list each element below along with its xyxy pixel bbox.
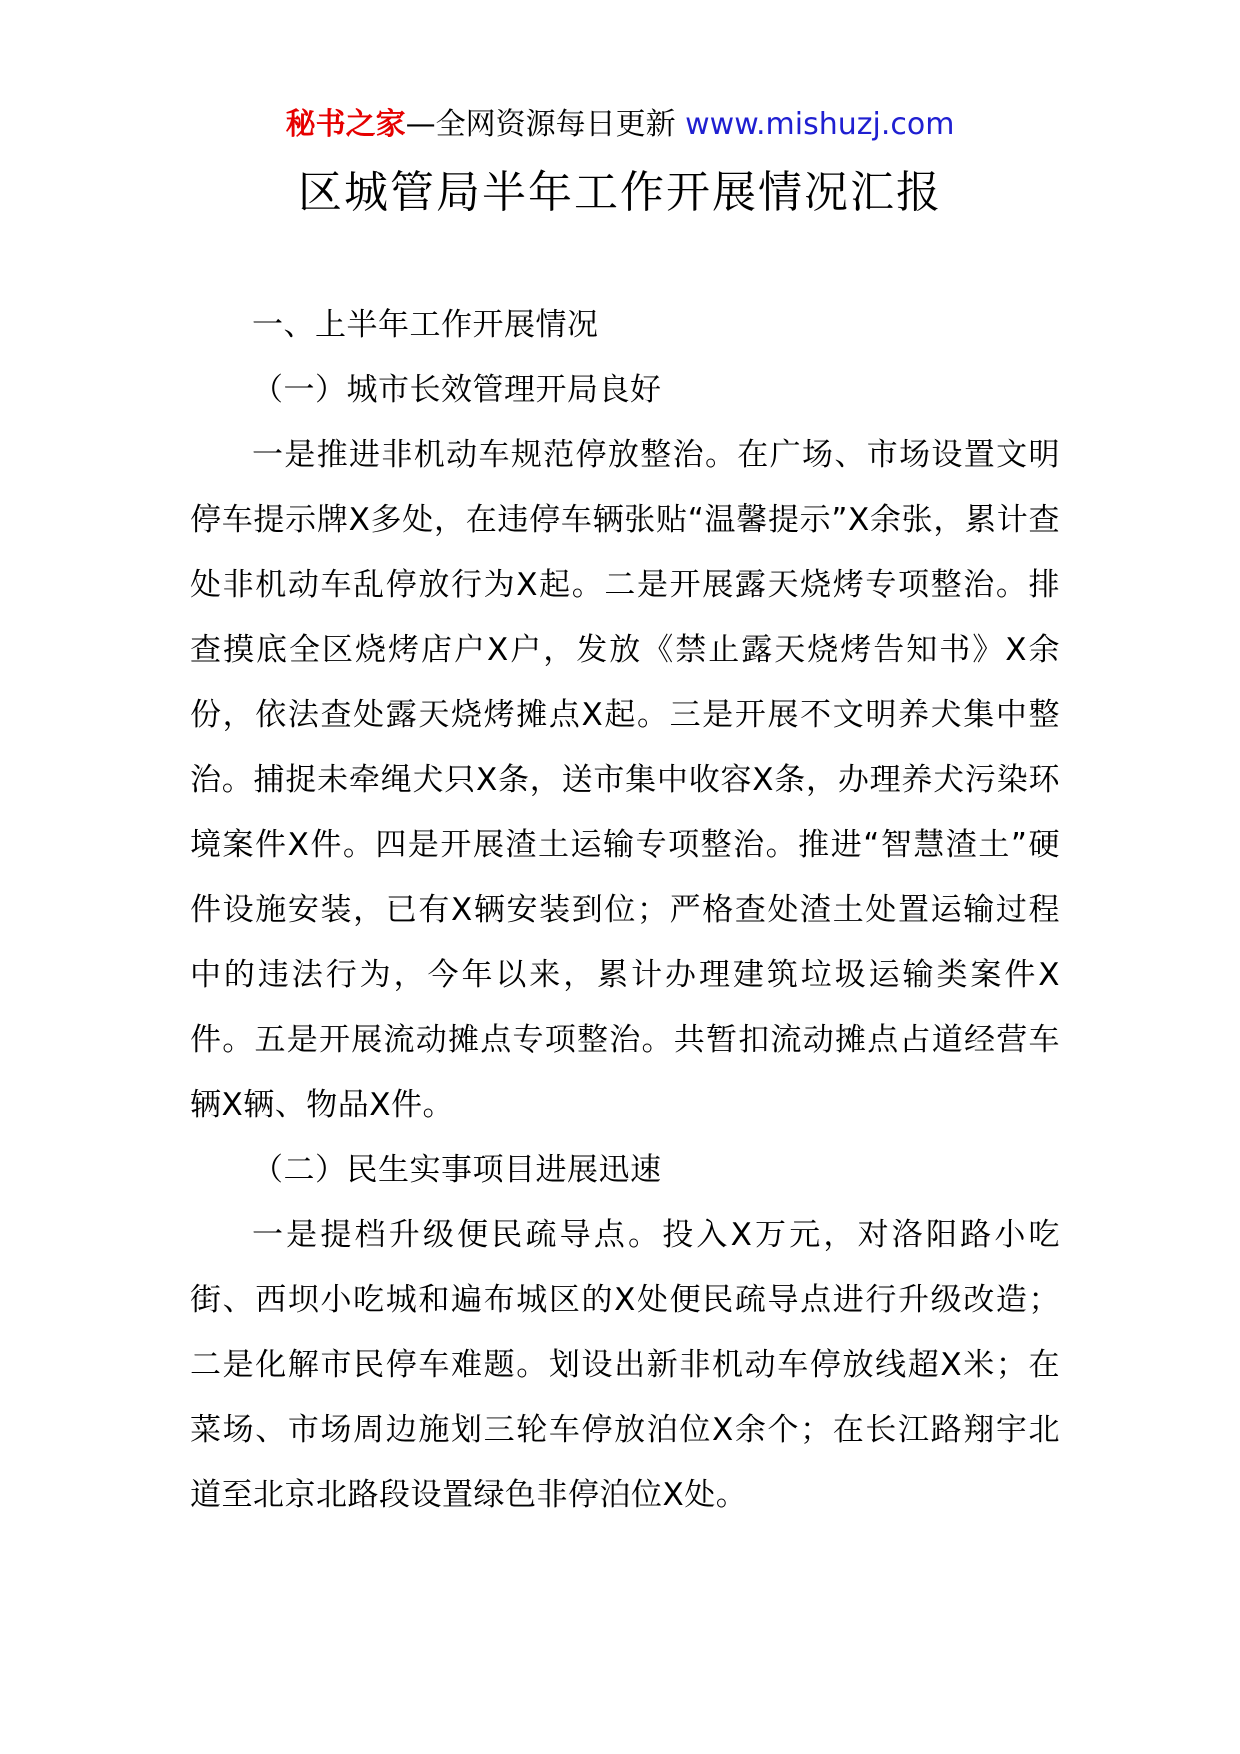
body-paragraph: 一是推进非机动车规范停放整治。在广场、市场设置文明停车提示牌X多处，在违停车辆张贴“温馨提示”X余张，累计查处非机动车乱停放行为X起。二是开展露天烧烤专项整治。排查摸底全区烧烤店户X户，发放《禁止露天烧烤告知书》X余份，依法查处露天烧烤摊点X起。三是开展不文明养犬集中整治。捕捉未牵绳犬只X条，送市集中收容X条，办理养犬污染环境案件X件。四是开展渣土运输专项整治。推进“智慧渣土”硬件设施安装，已有X辆安装到位；严格查处渣土处置运输过程中的违法行为，今年以来，累计办理建筑垃圾运输类案件X件。五是开展流动摊点专项整治。共暂扣流动摊点占道经营车辆X辆、物品X件。 [190,437,1060,1123]
subsection-heading: （二）民生实事项目进展迅速 [252,1152,662,1188]
document-body [190,293,1060,1528]
body-paragraph: 一是提档升级便民疏导点。投入X万元，对洛阳路小吃街、西坝小吃城和遍布城区的X处便民疏导点进行升级改造；二是化解市民停车难题。划设出新非机动车停放线超X米；在菜场、市场周边施划三轮车停放泊位X余个；在长江路翔宇北道至北京北路段设置绿色非停泊位X处。 [190,1217,1060,1513]
section-heading: 一、上半年工作开展情况 [252,307,599,343]
document-title: 区城管局半年工作开展情况汇报 [298,167,942,218]
watermark-header [0,100,1240,150]
brand-url: www.mishuzj.com [685,107,955,142]
brand-name: 秘书之家 [285,107,406,142]
subsection-heading: （一）城市长效管理开局良好 [252,372,662,408]
brand-tagline: —全网资源每日更新 [405,107,686,142]
